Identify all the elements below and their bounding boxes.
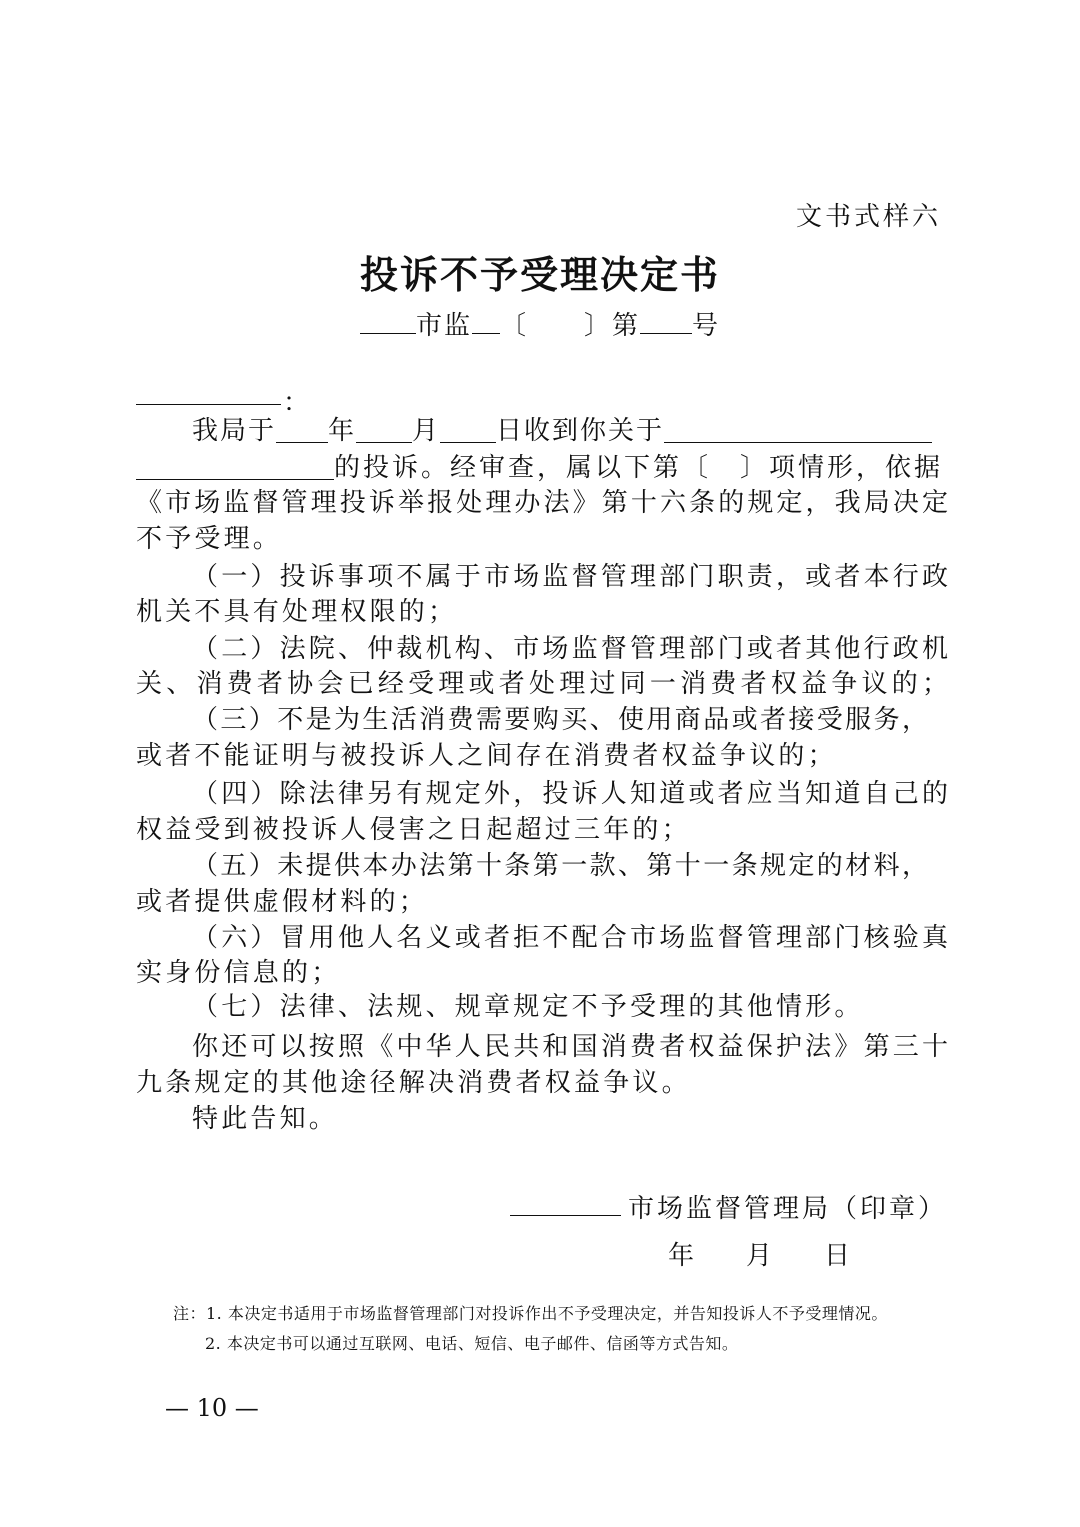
item-4-line: （四）除法律另有规定外，投诉人知道或者应当知道自己的	[192, 779, 948, 809]
date-year: 年	[668, 1241, 695, 1271]
doc-number-part-3: 〕第	[584, 311, 641, 341]
body-line: 你还可以按照《中华人民共和国消费者权益保护法》第三十	[192, 1032, 948, 1062]
document-title: 投诉不予受理决定书	[359, 252, 720, 297]
doc-number-part-1: 市监	[416, 311, 473, 341]
item-7-line: （七）法律、法规、规章规定不予受理的其他情形。	[192, 992, 864, 1022]
issuer-blank	[510, 1191, 621, 1216]
addressee-colon: ：	[283, 388, 310, 418]
item-5-line: 或者提供虚假材料的；	[136, 887, 429, 917]
blank-day	[440, 416, 496, 443]
item-3-line: 或者不能证明与被投诉人之间存在消费者权益争议的；	[136, 741, 837, 771]
body-line: 不予受理。	[136, 524, 283, 554]
form-template-label: 文书式样六	[796, 202, 942, 232]
item-2-line: （二）法院、仲裁机构、市场监督管理部门或者其他行政机	[192, 634, 948, 664]
body-line: 我局于 年 月 日收到你关于	[136, 414, 948, 448]
date-month: 月	[746, 1241, 773, 1271]
item-4-line: 权益受到被投诉人侵害之日起超过三年的；	[136, 815, 691, 845]
issuing-authority: 市场监督管理局（印章）	[628, 1194, 948, 1224]
page-number: — 10 —	[165, 1394, 259, 1422]
note-2: 2. 本决定书可以通过互联网、电话、短信、电子邮件、信函等方式告知。	[205, 1334, 739, 1353]
blank-year	[276, 416, 328, 443]
doc-number-part-2: 〔	[500, 311, 529, 341]
doc-number-blank-3	[640, 309, 692, 334]
item-6-line: （六）冒用他人名义或者拒不配合市场监督管理部门核验真	[192, 923, 948, 953]
blank-complaint-subject-cont	[136, 453, 334, 480]
item-1-line: 机关不具有处理权限的；	[136, 597, 458, 627]
item-1-line: （一）投诉事项不属于市场监督管理部门职责，或者本行政	[192, 562, 948, 592]
doc-number-blank-1	[360, 309, 416, 334]
item-6-line: 实身份信息的；	[136, 958, 341, 988]
issue-date	[668, 1235, 850, 1272]
blank-month	[356, 416, 412, 443]
item-2-line: 关、消费者协会已经受理或者处理过同一消费者权益争议的；	[136, 669, 948, 699]
note-1: 注：1. 本决定书适用于市场监督管理部门对投诉作出不予受理决定，并告知投诉人不予受理情况。	[173, 1304, 888, 1323]
body-line: 的投诉。经审查，属以下第〔 〕项情形，依据	[136, 451, 948, 485]
doc-number-blank-2	[472, 309, 500, 334]
blank-complaint-subject	[664, 416, 932, 443]
addressee-blank	[136, 380, 281, 405]
document-number	[360, 305, 720, 342]
date-day: 日	[824, 1241, 851, 1271]
doc-number-part-4: 号	[692, 311, 721, 341]
item-5-line: （五）未提供本办法第十条第一款、第十一条规定的材料，	[192, 851, 928, 881]
body-line: 《市场监督管理投诉举报处理办法》第十六条的规定，我局决定	[136, 488, 948, 518]
item-3-line: （三）不是为生活消费需要购买、使用商品或者接受服务，	[192, 705, 928, 735]
closing-line: 特此告知。	[192, 1104, 339, 1134]
body-line: 九条规定的其他途径解决消费者权益争议。	[136, 1068, 691, 1098]
